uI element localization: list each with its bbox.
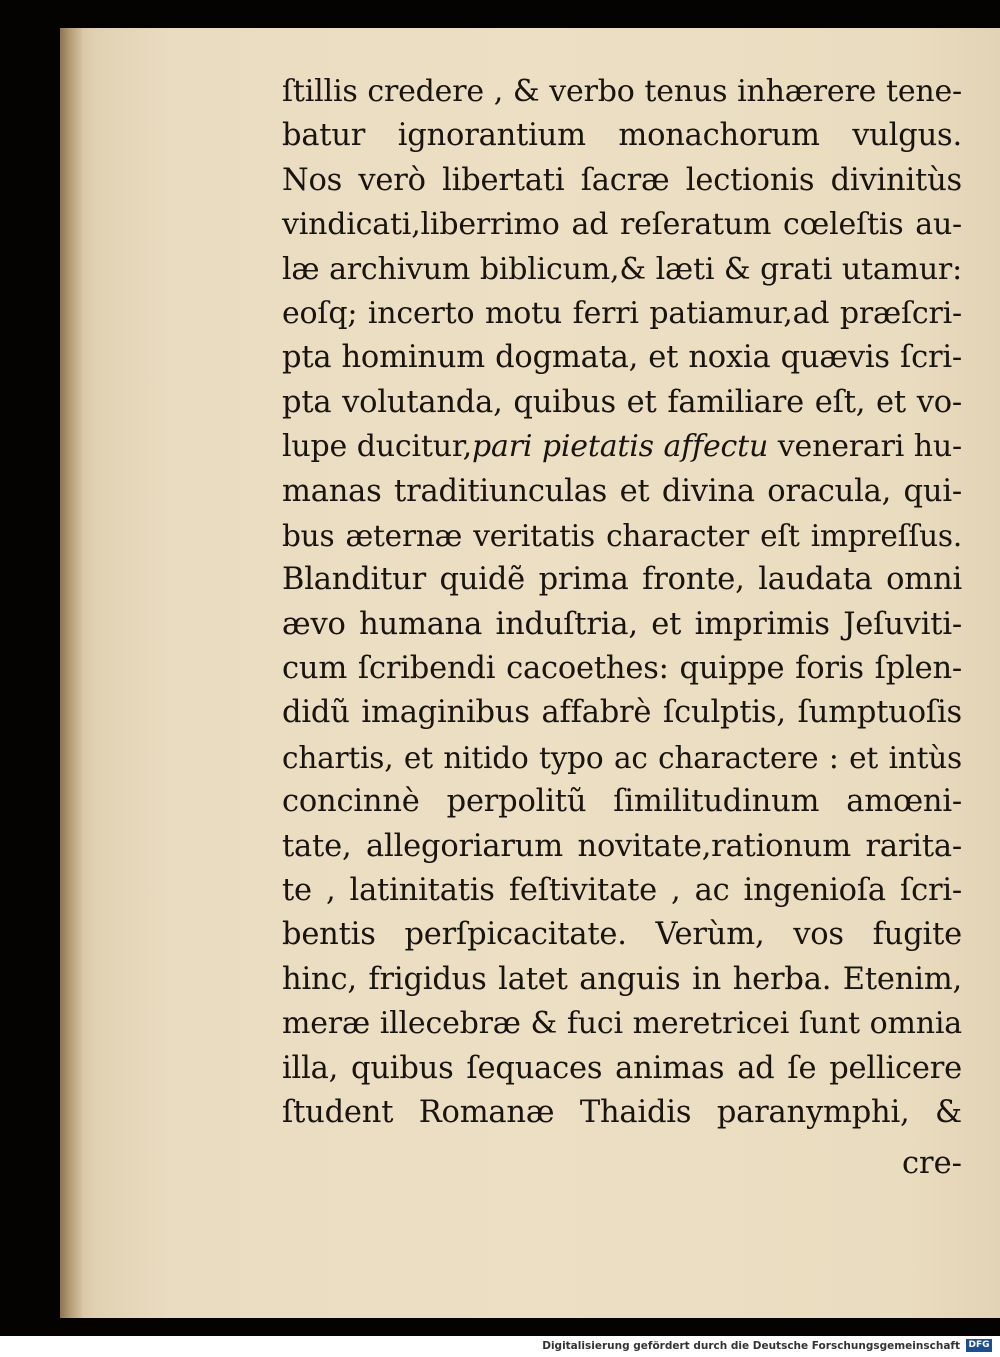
text-line: ſtillis credere , & verbo tenus inhærere tene- xyxy=(282,74,962,109)
text-line: ſtudent Romanæ Thaidis paranymphi, & xyxy=(282,1094,962,1130)
text-line: concinnè perpolitũ ſimilitudinum amœni- xyxy=(282,784,962,820)
page-gutter xyxy=(60,28,82,1318)
italic-phrase: pari pietatis affectu xyxy=(472,429,769,465)
text-line: chartis, et nitido typo ac charactere : et intùs xyxy=(282,740,962,775)
text-line: cum ſcribendi cacoethes: quippe foris ſplen- xyxy=(282,651,962,687)
text-line: Blanditur quidẽ prima fronte, laudata omni xyxy=(282,562,962,598)
text-line: pta hominum dogmata, et noxia quævis ſcri- xyxy=(282,340,962,376)
digitization-credit: Digitalisierung gefördert durch die Deutsche Forschungsgemeinschaft xyxy=(542,1340,960,1352)
text-fragment: venerari hu- xyxy=(768,429,962,465)
text-line: manas traditiunculas et divina oracula, qui- xyxy=(282,473,962,509)
text-line: meræ illecebræ & fuci meretricei ſunt omnia xyxy=(282,1006,962,1042)
text-line: ævo humana induſtria, et imprimis Jeſuviti- xyxy=(282,606,962,642)
text-line: batur ignorantium monachorum vulgus. xyxy=(282,118,962,154)
text-line: læ archivum biblicum,& læti & grati utamur: xyxy=(282,251,962,287)
text-line: didũ imaginibus affabrè ſculptis, ſumptuoſis xyxy=(282,695,962,731)
text-line: te , latinitatis feſtivitate , ac ingenioſa ſcri- xyxy=(282,873,962,909)
text-line: illa, quibus ſequaces animas ad ſe pellicere xyxy=(282,1050,962,1086)
dfg-logo-icon: DFG xyxy=(966,1339,992,1352)
body-text xyxy=(282,70,962,1135)
text-line: eoſq; incerto motu ferri patiamur,ad præſcri- xyxy=(282,295,962,331)
text-line: pta volutanda, quibus et familiare eſt, et vo- xyxy=(282,384,962,420)
text-line: vindicati,liberrimo ad reſeratum cœleſtis au- xyxy=(282,207,962,243)
text-line: hinc, frigidus latet anguis in herba. Etenim, xyxy=(282,961,962,997)
catchword: cre- xyxy=(901,1146,962,1181)
text-line-mixed xyxy=(282,425,962,469)
text-line: tate, allegoriarum novitate,rationum rarita- xyxy=(282,828,962,864)
footer-bar xyxy=(0,1336,1000,1357)
text-line: bentis perſpicacitate. Verùm, vos fugite xyxy=(282,917,962,953)
text-line: Nos verò libertati ſacræ lectionis divinitùs xyxy=(282,162,962,198)
text-fragment: lupe ducitur, xyxy=(282,429,473,465)
text-line: bus æternæ veritatis character eſt impreſſus. xyxy=(282,518,962,553)
